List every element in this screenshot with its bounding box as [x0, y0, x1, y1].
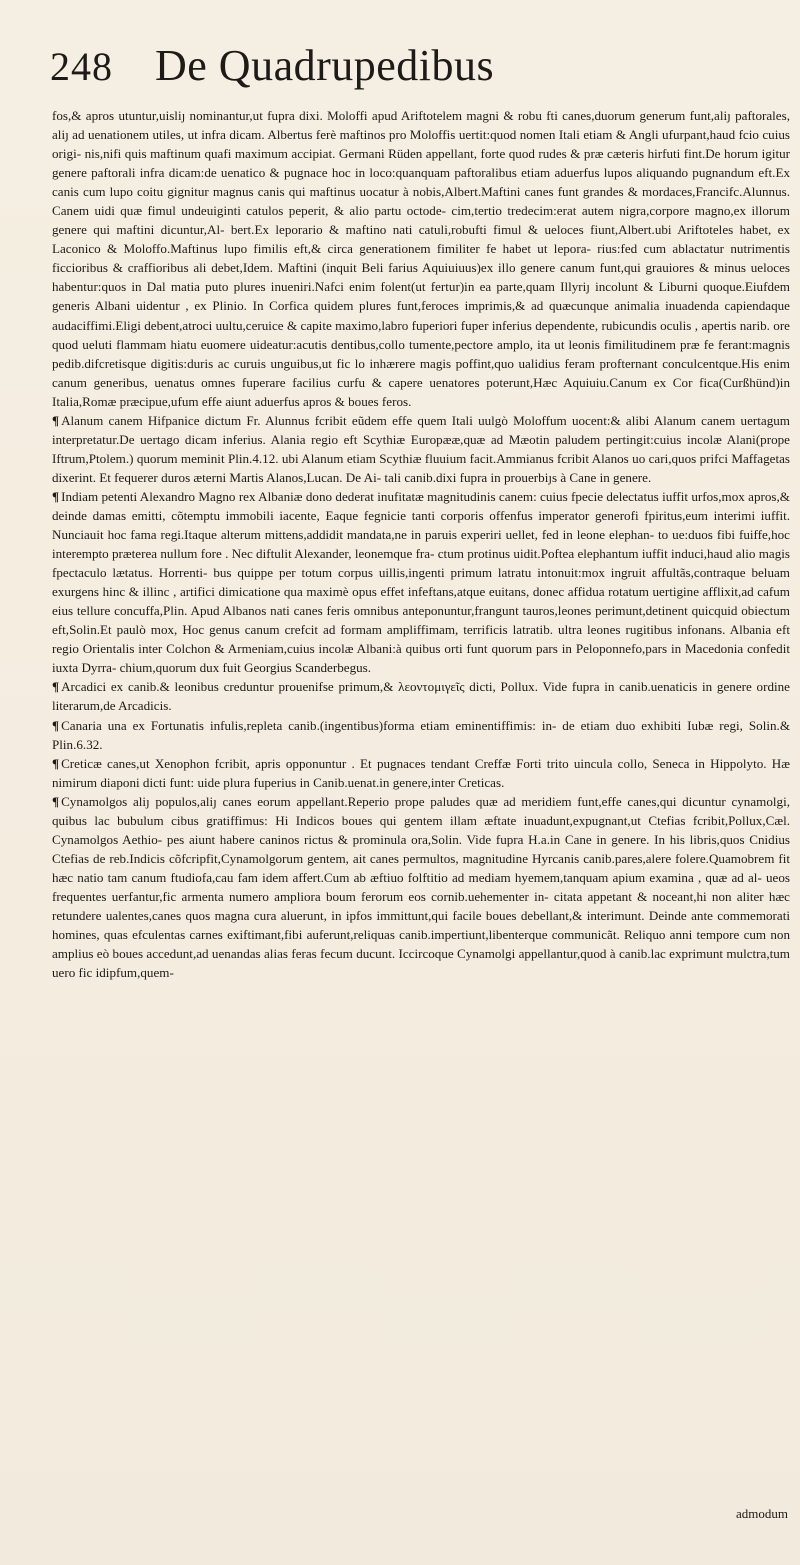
page-number: 248	[50, 44, 113, 89]
paragraph-canaria: ¶ Canaria una ex Fortunatis infulis,repleta canib.(ingentibus)forma etiam eminentiffimis: in- de etiam duo exhibiti Iubæ regi, Solin.& Plin.6.32.	[52, 716, 790, 754]
paragraph-albanus: ¶ Indiam petenti Alexandro Magno rex Albaniæ dono dederat inufitatæ magnitudinis canem: cuius fpecie delectatus iuffit urfos,mox apros,& deinde damas emitti, cõtemptu immobili iacente, Eaque fegnicie tanti corporis offenfus imperator generofi fpiritus,eum interimi iuffit. Nunciauit hoc fama regi.Itaque alterum mittens,addidit mandata,ne in paruis experiri uellet, fed in leone elephan- to ue:duos fibi fuiffe,hoc interempto præterea nullum fore . Nec diftulit Alexander, leonemque fra- ctum protinus uidit.Poftea elephantum iuffit induci,haud alio magis fpectaculo lætatus. Horrenti- bus quippe per totum corpus uillis,ingenti primum latratu intonuit:mox ingruit affultãs,contraque beluam exurgens hinc & illinc , artifici dimicatione qua maximè opus effet infeftans,atque euitans, donec affidua rotatum uertigine afflixit,ad cafum eius tellure concuffa,Plin. Apud Albanos nati canes feris omnibus anteponuntur,frangunt tauros,leones perimunt,detinent quicquid obiectum eft,Solin.Et paulò mox, Hoc genus canum crefcit ad formam ampliffimam, terrificis latratib. ultra leones rugitibus infonans. Albania eft regio Orientalis inter Colchon & Armeniam,cuius incolæ Albani:à quibus orti funt quorum pars in Peloponnefo,pars in Macedonia confedit iuxta Dyrra- chium,quorum dux fuit Georgius Scanderbegus.	[52, 487, 790, 677]
paragraph-arcadici: ¶ Arcadici ex canib.& leonibus creduntur prouenifse primum,& λεοντομιγεῖς dicti, Pollux. Vide fupra in canib.uenaticis in genere ordine literarum,de Arcadicis.	[52, 677, 790, 715]
catchword: admodum	[736, 1506, 788, 1521]
paragraph-molossi: fos,& apros utuntur,uisliȷ nominantur,ut fupra dixi. Moloffi apud Ariftotelem magni & robu fti canes,duorum generum funt,aliȷ paftorales, aliȷ ad uenationem utiles, ut infra dicam. Albertus ferè maftinos pro Moloffis uertit:quod nomen Itali etiam & Angli ufurpant,haud fcio cuius origi- nis,nifi quis maftinum quafi maximum accipiat. Germani Rüden appellant, forte quod rudes & præ cæteris hirfuti fint.De horum igitur genere paftorali infra dicam:de uenatico & pugnace hoc in loco:quanquam paftoralibus etiam aduerfus lupos aliquando pugnandum eft.Ex canis cum lupo coitu gignitur magnus canis qui maftinus uocatur à nobis,Albert.Maftini canes funt grandes & mordaces,Francifc.Alunnus. Canem uidi quæ fimul undeuiginti catulos peperit, & alio partu octode- cim,tertio tredecim:erat autem nigra,corpore magno,ex illorum genere qui maftini dicuntur,Al- bert.Ex leporario & maftino nati catuli,robufti fimul & ueloces fiunt,Albert.ubi Ariftoteles habet, ex Laconico & Moloffo.Maftinus lupo fimilis eft,& circa generationem fimiliter fe habet ut lepora- rius:fed cum ablactatur nutrimentis ficcioribus & craffioribus ali debet,Idem. Maftini (inquit Beli farius Aquiuiuus)ex illo genere canum funt,qui grauiores & minus ueloces habentur:quos in Dal matia puto plures inueniri.Nafci enim folent(ut fertur)in ea parte,quam Illyriȷ incolunt & Liburni quoque.Eiufdem generis Albani uidentur , ex Plinio. In Corfica quidem plures funt,feroces imprimis,& ad quæcunque animalia inuadenda capiendaque audaciffimi.Eligi debent,atroci uultu,ceruice & capite maximo,labro fuperiori fuper inferius dependente, rubicundis oculis , apertis narib. ore quod ueluti flammam hiatu euomere uideatur:acutis dentibus,collo tumente,pectore amplo, ita ut leonis fimilitudinem præ fe ferant:magnis pedib.difcretisque digitis:duris ac curuis unguibus,ut fic lo inhærere magis poffint,quo ualidius feram profternant conculcentque.His enim canum generibus, uenatus omnes fuperare facilius curfu & capere uenatores poterunt,Hæc Aquiuiu.Canum ex Cor fica(Curßhünd)in Italia,Romæ præcipue,ufum effe aiunt aduerfus apros & boues feros.	[52, 108, 790, 409]
body-text	[52, 106, 790, 1546]
running-title: De Quadrupedibus	[155, 41, 495, 90]
page-header	[50, 40, 790, 106]
paragraph-alanus: ¶ Alanum canem Hifpanice dictum Fr. Alunnus fcribit eũdem effe quem Itali uulgò Moloffum uocent:& alibi Alanum canem uertagum interpretatur.De uertago dicam inferius. Alania regio eft Scythiæ Europææ,quæ ad Mæotin paludem pertingit:cuius incolæ Alani(prope Iftrum,Ptolem.) quorum meminit Plin.4.12. ubi Alanum etiam Scythiæ fluuium facit.Ammianus fcribit Alanos uo cari,quos prifci Maffagetas dixerint. Et fequerer duros æterni Martis Alanos,Lucan. De Ai- tali canib.dixi fupra in prouerbiȷs à Cane in genere.	[52, 411, 790, 487]
paragraph-cynamolgi: ¶ Cynamolgos aliȷ populos,aliȷ canes eorum appellant.Reperio prope paludes quæ ad meridiem funt,effe canes,qui dicuntur cynamolgi, quibus lac bubulum cibus gratiffimus: Hi Indicos boues qui gentem illam æftate inuadunt,expugnant,ut Ctefias fcribit,Pollux,Cæl. Cynamolgos Aethio- pes aiunt habere caninos rictus & prominula ora,Solin. Vide fupra H.a.in Cane in genere. In his libris,quos Cnidius Ctefias de reb.Indicis cõfcripfit,Cynamolgorum gentem, ait canes permultos, magnitudine Hyrcanis canib.pares,alere folere.Quamobrem fit hæc natio tam canum ftudiofa,cau fam idem affert.Cum ab æftiuo folftitio ad mediam hyemem,tanquam apium examina , quæ ad al- ueos frequentes uerfantur,fic armenta numero ampliora boum ferorum eos cornib.uehementer in- citata appetant & noceant,hi non aliter hæc retundere ualentes,canes quos magna cura aluerunt, in ipfos immittunt,qui facile boues debellant,& interimunt. Deinde ante commemorati homines, quas efculentas carnes exiftimant,fibi auferunt,reliquas canib.impertiunt,libenterque communicãt. Reliquo anni tempore cum non amplius eò boues accedunt,ad uenandas alias feras fecum ducunt. Iccircoque Cynamolgi appellantur,quod à canib.lac exprimunt mulctra,tum uero fic idipfum,quem-	[52, 792, 790, 982]
paragraph-creticae: ¶ Creticæ canes,ut Xenophon fcribit, apris opponuntur . Et pugnaces tendant Creffæ Forti trito uincula collo, Seneca in Hippolyto. Hæ nimirum diaponi dicti funt: uide plura fuperius in Canib.uenat.in genere,inter Creticas.	[52, 754, 790, 792]
